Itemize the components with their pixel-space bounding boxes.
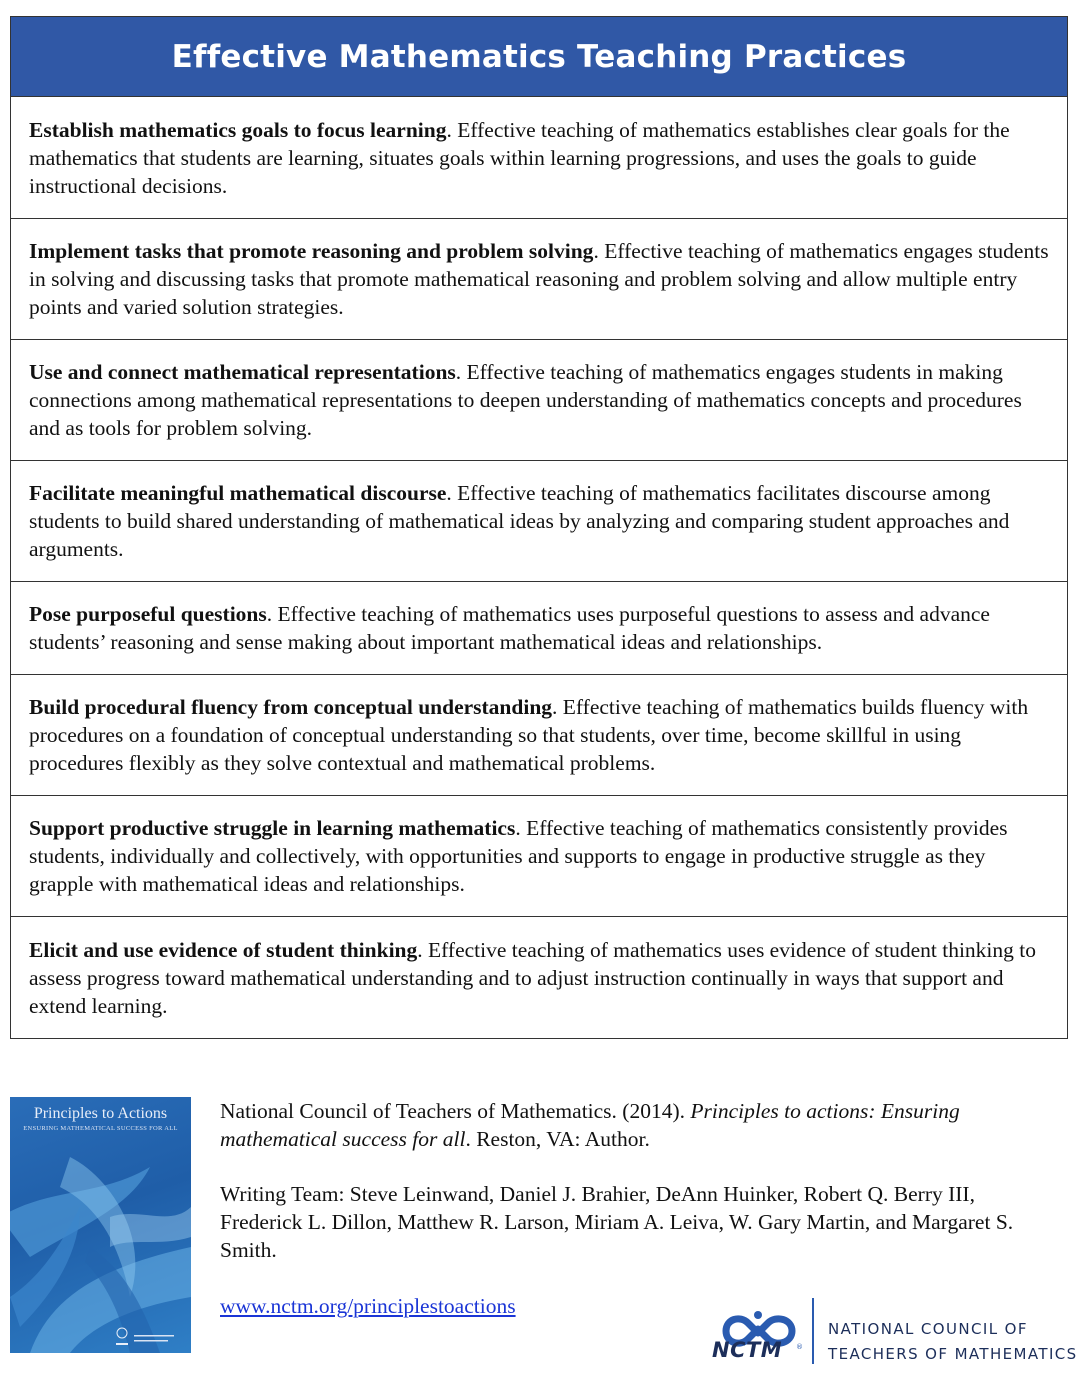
practice-description: . Effective teaching of mathematics engages students in making connections among mathematical representations to deepen understanding of mathematics concepts and procedures and as tools for problem solving. xyxy=(29,360,1022,440)
practice-title: Pose purposeful questions xyxy=(29,602,267,626)
practice-row xyxy=(11,461,1067,582)
nctm-acronym: NCTM xyxy=(712,1338,783,1362)
practice-description: . Effective teaching of mathematics consistently provides students, individually and collectively, with opportunities and supports to engage in productive struggle as they grapple with mathematical ideas and relationships. xyxy=(29,816,1008,896)
practice-row xyxy=(11,97,1067,219)
practice-title: Use and connect mathematical representations xyxy=(29,360,456,384)
citation-prefix: National Council of Teachers of Mathematics. (2014). xyxy=(220,1099,691,1123)
practice-text xyxy=(29,479,1053,563)
practice-text xyxy=(29,116,1053,200)
book-subtitle: ENSURING MATHEMATICAL SUCCESS FOR ALL xyxy=(23,1125,178,1132)
citation xyxy=(220,1097,1020,1153)
practice-row xyxy=(11,340,1067,461)
practice-text xyxy=(29,936,1053,1020)
nctm-name-line2: TEACHERS OF MATHEMATICS xyxy=(828,1345,1078,1363)
citation-suffix: . Reston, VA: Author. xyxy=(465,1127,650,1151)
table-header xyxy=(11,17,1067,97)
practice-description: . Effective teaching of mathematics facilitates discourse among students to build shared understanding of mathematical ideas by analyzing and comparing student approaches and arguments. xyxy=(29,481,1010,561)
practice-description: . Effective teaching of mathematics uses evidence of student thinking to assess progress toward mathematical understanding and to adjust instruction continually in ways that support and extend learning. xyxy=(29,937,1036,1018)
practice-row xyxy=(11,582,1067,675)
svg-text:®: ® xyxy=(796,1343,803,1351)
practice-text xyxy=(29,814,1053,898)
practice-description: . Effective teaching of mathematics builds fluency with procedures on a foundation of conceptual understanding so that students, over time, become skillful in using procedures flexibly as they solve contextual and mathematical problems. xyxy=(29,695,1029,775)
practice-description: . Effective teaching of mathematics engages students in solving and discussing tasks that promote mathematical reasoning and problem solving and allow multiple entry points and varied solution strategies. xyxy=(29,239,1049,319)
practice-title: Support productive struggle in learning mathematics xyxy=(29,816,516,840)
practice-text xyxy=(29,693,1053,777)
book-cover-art xyxy=(10,1097,191,1353)
practice-title: Build procedural fluency from conceptual understanding xyxy=(29,695,553,719)
practice-title: Implement tasks that promote reasoning and problem solving xyxy=(29,239,594,263)
writing-team: Writing Team: Steve Leinwand, Daniel J. Brahier, DeAnn Huinker, Robert Q. Berry III, Frederick L. Dillon, Matthew R. Larson, Miriam A. Leiva, W. Gary Martin, and Margaret S. Smith. xyxy=(220,1182,1014,1262)
practice-row xyxy=(11,675,1067,796)
practice-description: . Effective teaching of mathematics establishes clear goals for the mathematics that students are learning, situates goals within learning progressions, and uses the goals to guide instructional decisions. xyxy=(29,117,1010,198)
practice-title: Facilitate meaningful mathematical discourse xyxy=(29,481,447,505)
nctm-name-line1: NATIONAL COUNCIL OF xyxy=(828,1320,1028,1338)
practice-row xyxy=(11,796,1067,917)
practice-text xyxy=(29,600,1053,656)
practices-table xyxy=(10,16,1068,1039)
logo-divider xyxy=(812,1298,814,1364)
practice-title: Establish mathematics goals to focus learning xyxy=(29,117,447,142)
book-title: Principles to Actions xyxy=(33,1105,168,1122)
nctm-logo xyxy=(712,1296,1078,1368)
practice-text xyxy=(29,237,1053,321)
book-cover-image xyxy=(10,1097,191,1353)
practice-row xyxy=(11,917,1067,1038)
citation-title: Principles to actions: Ensuring mathematical success for all xyxy=(220,1099,960,1151)
practice-description: . Effective teaching of mathematics uses purposeful questions to assess and advance students’ reasoning and sense making about important mathematical ideas and relationships. xyxy=(29,602,990,654)
website-link[interactable]: www.nctm.org/principlestoactions xyxy=(220,1294,516,1318)
practice-title: Elicit and use evidence of student thinking xyxy=(29,937,418,962)
table-title: Effective Mathematics Teaching Practices xyxy=(171,38,907,75)
practice-text xyxy=(29,358,1053,442)
practice-row xyxy=(11,219,1067,340)
